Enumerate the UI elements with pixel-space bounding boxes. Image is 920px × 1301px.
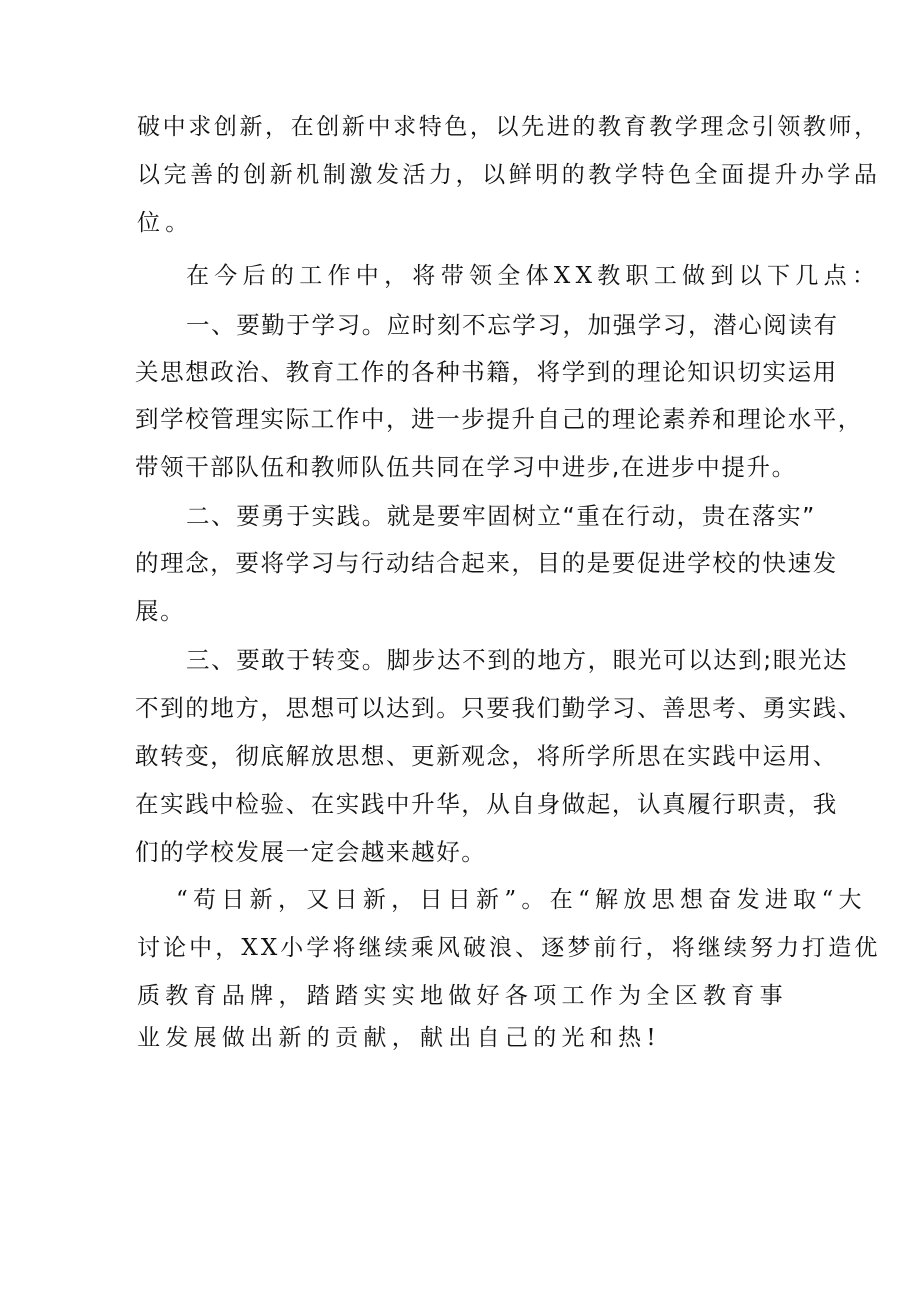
point3-line-4: 在实践中检验、在实践中升华，从自身做起，认真履行职责，我 (135, 790, 838, 818)
intro-line-1: 破中求创新，在创新中求特色，以先进的教育教学理念引领教师， (137, 114, 880, 140)
intro-line-3: 位。 (137, 210, 194, 236)
closing-line-1: “苟日新，又日新，日日新”。在“解放思想奋发进取“大 (176, 887, 867, 913)
point2-line-2: 的理念，要将学习与行动结合起来，目的是要促进学校的快速发 (135, 549, 838, 577)
point3-line-5: 们的学校发展一定会越来越好。 (135, 838, 487, 866)
lead-line: 在今后的工作中，将带领全体XX教职工做到以下几点： (186, 263, 881, 289)
point2-line-3: 展。 (135, 597, 186, 625)
closing-line-4: 业发展做出新的贡献，献出自己的光和热! (137, 1025, 661, 1051)
closing-line-2: 讨论中，XX小学将继续乘风破浪、逐梦前行，将继续努力打造优 (137, 935, 881, 961)
point2-line-1: 二、要勇于实践。就是要牢固树立“重在行动，贵在落实” (186, 502, 816, 530)
point1-line-3: 到学校管理实际工作中，进一步提升自己的理论素养和理论水平， (135, 405, 863, 433)
point3-line-2: 不到的地方，思想可以达到。只要我们勤学习、善思考、勇实践、 (135, 694, 863, 722)
point1-line-2: 关思想政治、教育工作的各种书籍，将学到的理论知识切实运用 (135, 358, 838, 386)
closing-line-3: 质教育品牌，踏踏实实地做好各项工作为全区教育事 (137, 983, 788, 1009)
point3-line-1: 三、要敢于转变。脚步达不到的地方，眼光可以达到;眼光达 (186, 646, 849, 674)
intro-line-2: 以完善的创新机制激发活力，以鲜明的教学特色全面提升办学品 (137, 162, 881, 188)
point3-line-3: 敢转变，彻底解放思想、更新观念，将所学所思在实践中运用、 (135, 742, 838, 770)
point1-line-4: 带领干部队伍和教师队伍共同在学习中进步,在进步中提升。 (135, 453, 797, 481)
point1-line-1: 一、要勤于学习。应时刻不忘学习，加强学习，潜心阅读有 (186, 311, 839, 339)
